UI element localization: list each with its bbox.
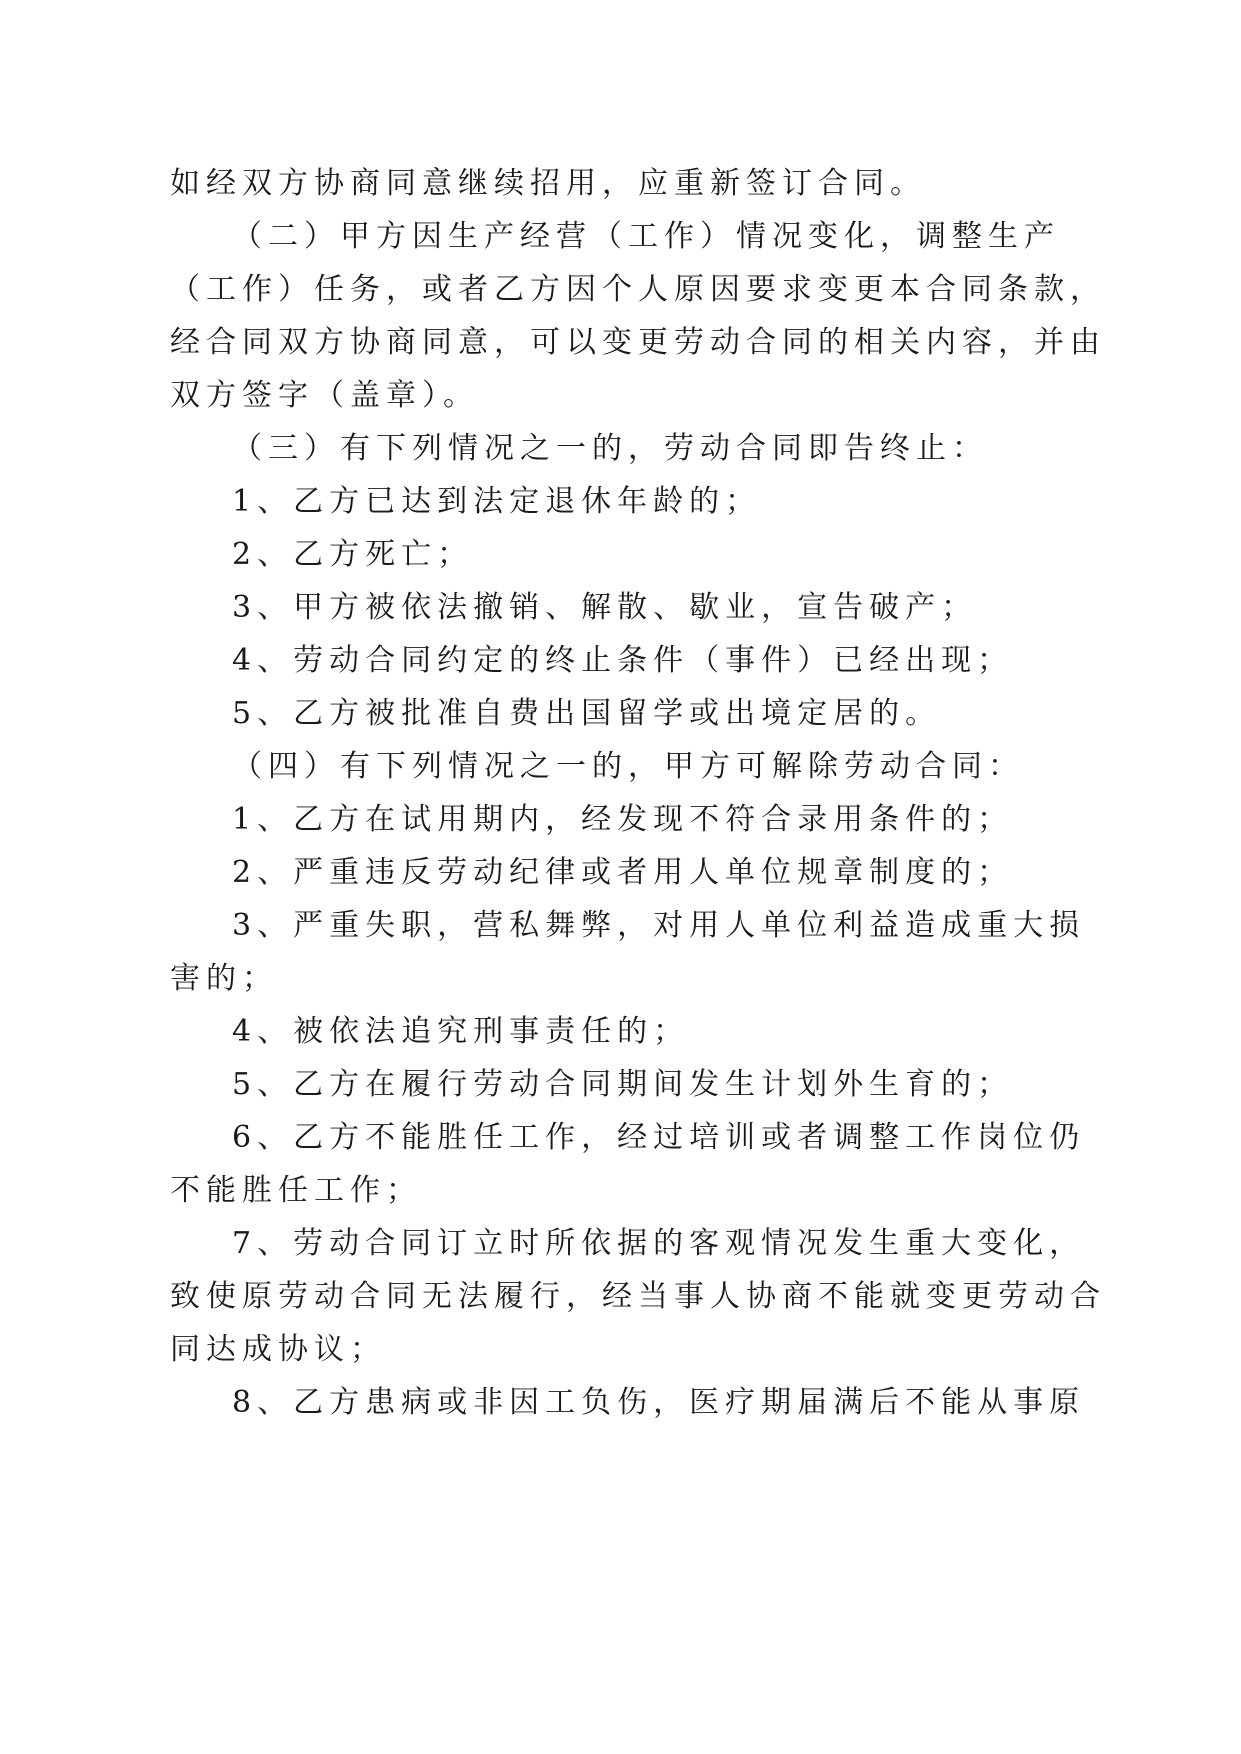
text-line: 6、乙方不能胜任工作，经过培训或者调整工作岗位仍 bbox=[232, 1120, 1086, 1155]
text-line: 3、甲方被依法撤销、解散、歇业，宣告破产； bbox=[232, 590, 978, 625]
text-line: 8、乙方患病或非因工负伤，医疗期届满后不能从事原 bbox=[232, 1385, 1086, 1420]
text-line: 2、严重违反劳动纪律或者用人单位规章制度的； bbox=[232, 855, 1014, 890]
text-line: 5、乙方被批准自费出国留学或出境定居的。 bbox=[232, 696, 942, 731]
text-line: （工作）任务，或者乙方因个人原因要求变更本合同条款， bbox=[170, 272, 1106, 307]
text-line: 4、被依法追究刑事责任的； bbox=[232, 1014, 690, 1049]
text-line: 双方签字（盖章）。 bbox=[170, 378, 479, 413]
text-line: （四）有下列情况之一的，甲方可解除劳动合同： bbox=[232, 749, 1024, 784]
text-line: 害的； bbox=[170, 961, 278, 996]
text-line: 4、劳动合同约定的终止条件（事件）已经出现； bbox=[232, 643, 1014, 678]
text-line: （二）甲方因生产经营（工作）情况变化，调整生产 bbox=[232, 219, 1060, 254]
text-line: 1、乙方在试用期内，经发现不符合录用条件的； bbox=[232, 802, 1014, 837]
text-line: 5、乙方在履行劳动合同期间发生计划外生育的； bbox=[232, 1067, 1014, 1102]
text-line: 如经双方协商同意继续招用，应重新签订合同。 bbox=[170, 166, 926, 201]
text-line: 不能胜任工作； bbox=[170, 1173, 422, 1208]
text-line: （三）有下列情况之一的，劳动合同即告终止： bbox=[232, 431, 988, 466]
text-line: 1、乙方已达到法定退休年龄的； bbox=[232, 484, 762, 519]
text-line: 同达成协议； bbox=[170, 1332, 386, 1367]
text-line: 经合同双方协商同意，可以变更劳动合同的相关内容，并由 bbox=[170, 325, 1106, 360]
text-line: 7、劳动合同订立时所依据的客观情况发生重大变化， bbox=[232, 1226, 1086, 1261]
text-line: 3、严重失职，营私舞弊，对用人单位利益造成重大损 bbox=[232, 908, 1086, 943]
text-line: 致使原劳动合同无法履行，经当事人协商不能就变更劳动合 bbox=[170, 1279, 1106, 1314]
text-line: 2、乙方死亡； bbox=[232, 537, 474, 572]
